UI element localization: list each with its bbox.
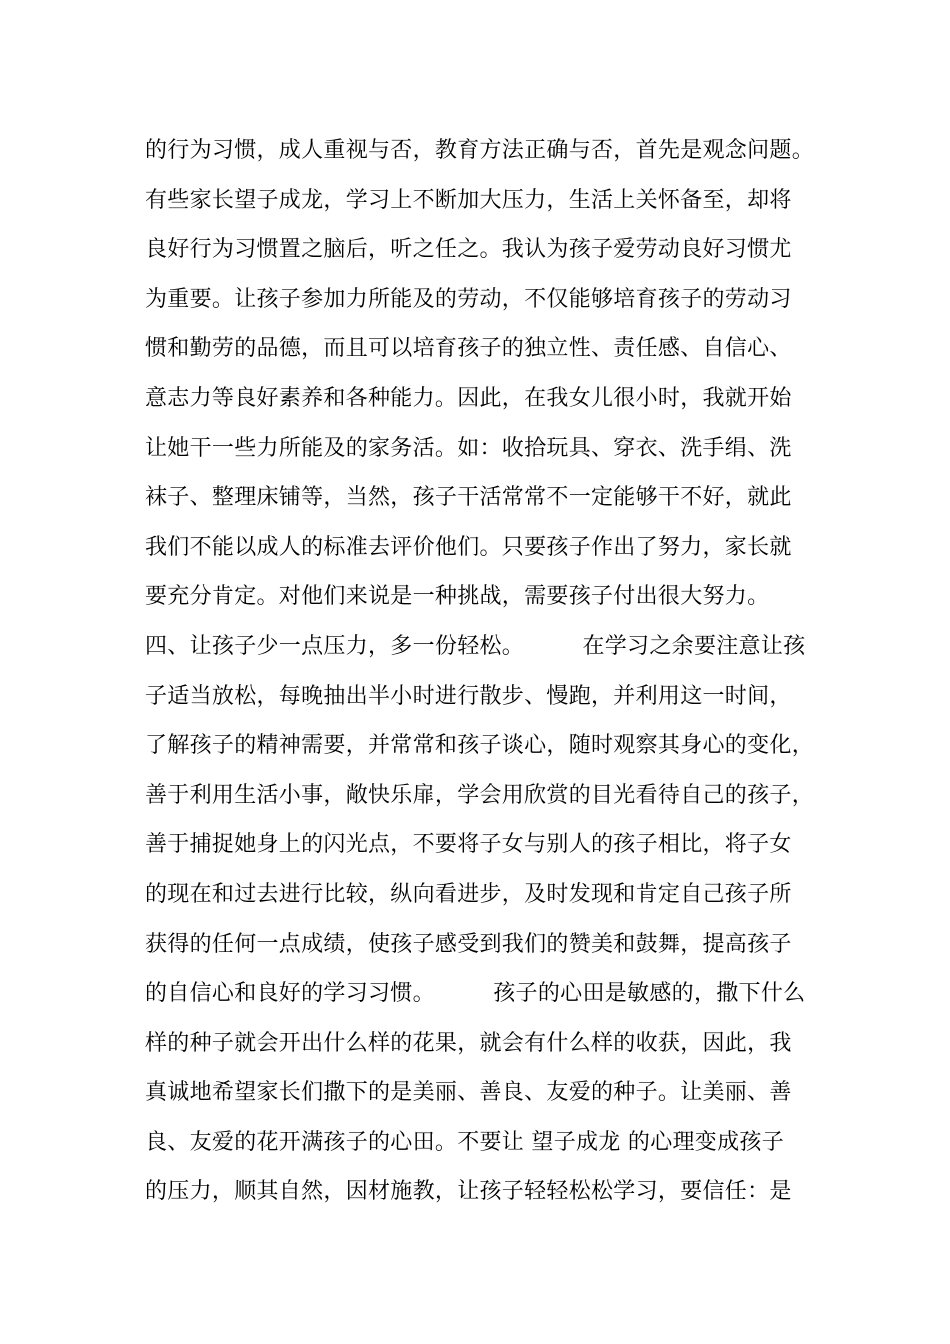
text-line: 样的种子就会开出什么样的花果，就会有什么样的收获，因此，我	[145, 1030, 792, 1056]
text-line: 子适当放松，每晚抽出半小时进行散步、慢跑，并利用这一时间，	[145, 683, 792, 709]
body-text	[145, 126, 835, 1217]
text-line: 让她干一些力所能及的家务活。如：收拾玩具、穿衣、洗手绢、洗	[145, 435, 792, 461]
text-line: 的行为习惯，成人重视与否，教育方法正确与否，首先是观念问题。	[145, 138, 815, 163]
text-line: 真诚地希望家长们撒下的是美丽、善良、友爱的种子。让美丽、善	[145, 1080, 792, 1106]
text-line: 意志力等良好素养和各种能力。因此，在我女儿很小时，我就开始	[145, 385, 792, 411]
text-line: 袜子、整理床铺等，当然，孩子干活常常不一定能够干不好，就此	[145, 485, 792, 511]
text-line: 为重要。让孩子参加力所能及的劳动，不仅能够培育孩子的劳动习	[145, 286, 792, 312]
text-line: 要充分肯定。对他们来说是一种挑战，需要孩子付出很大努力。	[145, 584, 770, 610]
text-line: 的自信心和良好的学习习惯。 孩子的心田是敏感的，撒下什么	[145, 981, 806, 1007]
text-line: 的压力，顺其自然，因材施教，让孩子轻轻松松学习，要信任：是	[145, 1179, 792, 1205]
text-line: 了解孩子的精神需要，并常常和孩子谈心，随时观察其身心的变化，	[145, 733, 815, 759]
text-line: 获得的任何一点成绩，使孩子感受到我们的赞美和鼓舞，提高孩子	[145, 931, 792, 957]
text-line: 善于捕捉她身上的闪光点，不要将子女与别人的孩子相比，将子女	[145, 832, 792, 858]
text-line: 有些家长望子成龙，学习上不断加大压力，生活上关怀备至，却将	[145, 187, 792, 213]
text-line: 良好行为习惯置之脑后，听之任之。我认为孩子爱劳动良好习惯尤	[145, 237, 792, 263]
text-line: 善于利用生活小事，敞快乐扉，学会用欣赏的目光看待自己的孩子，	[145, 782, 815, 808]
text-line: 的现在和过去进行比较，纵向看进步，及时发现和肯定自己孩子所	[145, 881, 792, 907]
text-line: 良、友爱的花开满孩子的心田。不要让 望子成龙 的心理变成孩子	[145, 1129, 784, 1155]
text-line: 四、让孩子少一点压力，多一份轻松。 在学习之余要注意让孩	[145, 633, 806, 659]
text-line: 我们不能以成人的标准去评价他们。只要孩子作出了努力，家长就	[145, 534, 792, 560]
text-line: 惯和勤劳的品德，而且可以培育孩子的独立性、责任感、自信心、	[145, 336, 792, 362]
